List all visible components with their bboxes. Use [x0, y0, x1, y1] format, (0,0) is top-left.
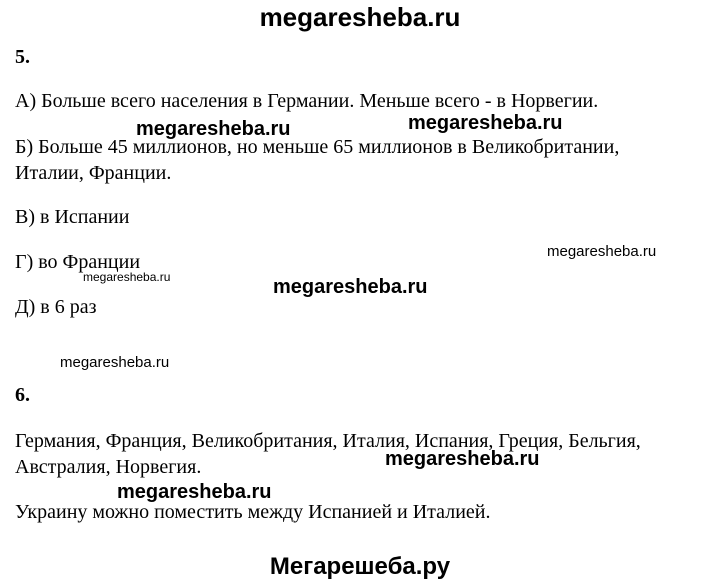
watermark-text: megaresheba.ru	[273, 276, 428, 298]
watermark-text: megaresheba.ru	[136, 118, 291, 140]
task-5-answer-a: А) Больше всего населения в Германии. Меньше всего - в Норвегии.	[15, 90, 599, 112]
watermark-text: megaresheba.ru	[408, 112, 563, 134]
task-6-line1: Германия, Франция, Великобритания, Италия, Испания, Греция, Бельгия,	[15, 430, 641, 452]
watermark-text: megaresheba.ru	[83, 270, 171, 284]
task-5-number: 5.	[15, 46, 30, 68]
task-5-answer-g: Г) во Франции	[15, 251, 141, 273]
task-5-answer-b-line1: Б) Больше 45 миллионов, но меньше 65 миллионов в Великобритании,	[15, 136, 620, 158]
task-5-answer-d: Д) в 6 раз	[15, 296, 97, 318]
task-6-line2: Австралия, Норвегия.	[15, 456, 202, 478]
watermark-text: megaresheba.ru	[117, 481, 272, 503]
watermark-text: megaresheba.ru	[547, 243, 657, 260]
task-6-number: 6.	[15, 384, 30, 406]
watermark-text: megaresheba.ru	[60, 354, 170, 371]
task-6-line3: Украину можно поместить между Испанией и Италией.	[15, 501, 491, 523]
site-footer-title: Мегарешеба.ру	[269, 553, 451, 580]
site-header-title: megaresheba.ru	[259, 2, 461, 32]
watermark-text: megaresheba.ru	[385, 448, 540, 470]
task-5-answer-b-line2: Италии, Франции.	[15, 162, 172, 184]
task-5-answer-v: В) в Испании	[15, 206, 130, 228]
